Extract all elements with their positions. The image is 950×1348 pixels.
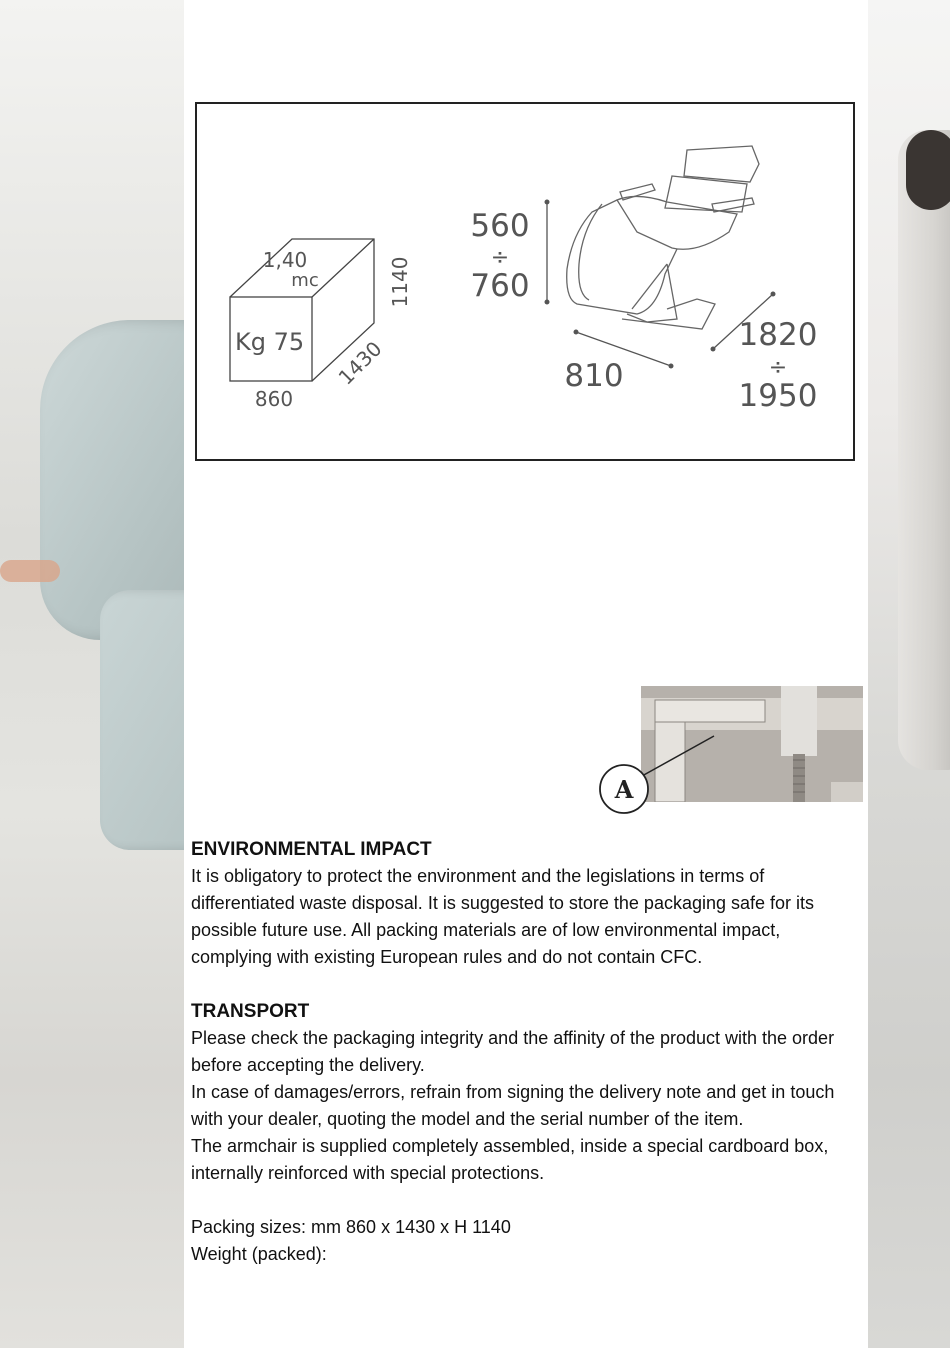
hair-photo xyxy=(906,130,950,210)
foot-photo xyxy=(0,560,60,582)
chair-height-max: 760 xyxy=(470,268,530,304)
chair-length-min: 1820 xyxy=(738,317,818,353)
chair-width: 810 xyxy=(564,358,624,394)
environmental-body: It is obligatory to protect the environment and the legislations in terms of differentiated waste disposal. It is suggested to store the packaging safe for its possible future use. All packing materials are of low environmental impact, complying with existing European rules and do not contain CFC. xyxy=(191,866,815,967)
background-photo-left xyxy=(0,0,184,1348)
box-volume-unit: mc xyxy=(291,270,319,291)
weight-packed: Weight (packed): xyxy=(191,1244,327,1264)
environmental-heading: ENVIRONMENTAL IMPACT xyxy=(191,839,432,860)
box-weight: Kg 75 xyxy=(235,328,305,356)
packing-sizes: Packing sizes: mm 860 x 1430 x H 1140 xyxy=(191,1217,511,1237)
background-photo-right xyxy=(868,0,950,1348)
transport-para-3: The armchair is supplied completely assembled, inside a special cardboard box, internally reinforced with special protections. xyxy=(191,1136,829,1183)
callout-a xyxy=(596,686,766,818)
chair-height-sep: ÷ xyxy=(490,245,510,270)
chair-line-drawing-icon xyxy=(567,146,759,329)
content-text xyxy=(191,836,866,1268)
person-photo xyxy=(898,130,950,770)
box-depth: 1430 xyxy=(333,336,387,390)
box-height: 1140 xyxy=(388,256,412,308)
dimensions-diagram xyxy=(195,102,855,461)
box-volume-value: 1,40 xyxy=(262,248,308,272)
transport-heading: TRANSPORT xyxy=(191,1001,310,1022)
chair-seat-photo xyxy=(100,590,184,850)
box-width: 860 xyxy=(254,387,294,411)
chair-height-min: 560 xyxy=(470,208,530,244)
transport-para-1: Please check the packaging integrity and the affinity of the product with the order before accepting the delivery. xyxy=(191,1028,835,1075)
transport-para-2: In case of damages/errors, refrain from signing the delivery note and get in touch with your dealer, quoting the model and the serial number of the item. xyxy=(191,1082,835,1129)
chair-length-sep: ÷ xyxy=(768,355,788,380)
chair-length-max: 1950 xyxy=(738,378,818,414)
dimensions-drawing xyxy=(197,104,853,459)
callout-a-label: A xyxy=(614,775,634,804)
